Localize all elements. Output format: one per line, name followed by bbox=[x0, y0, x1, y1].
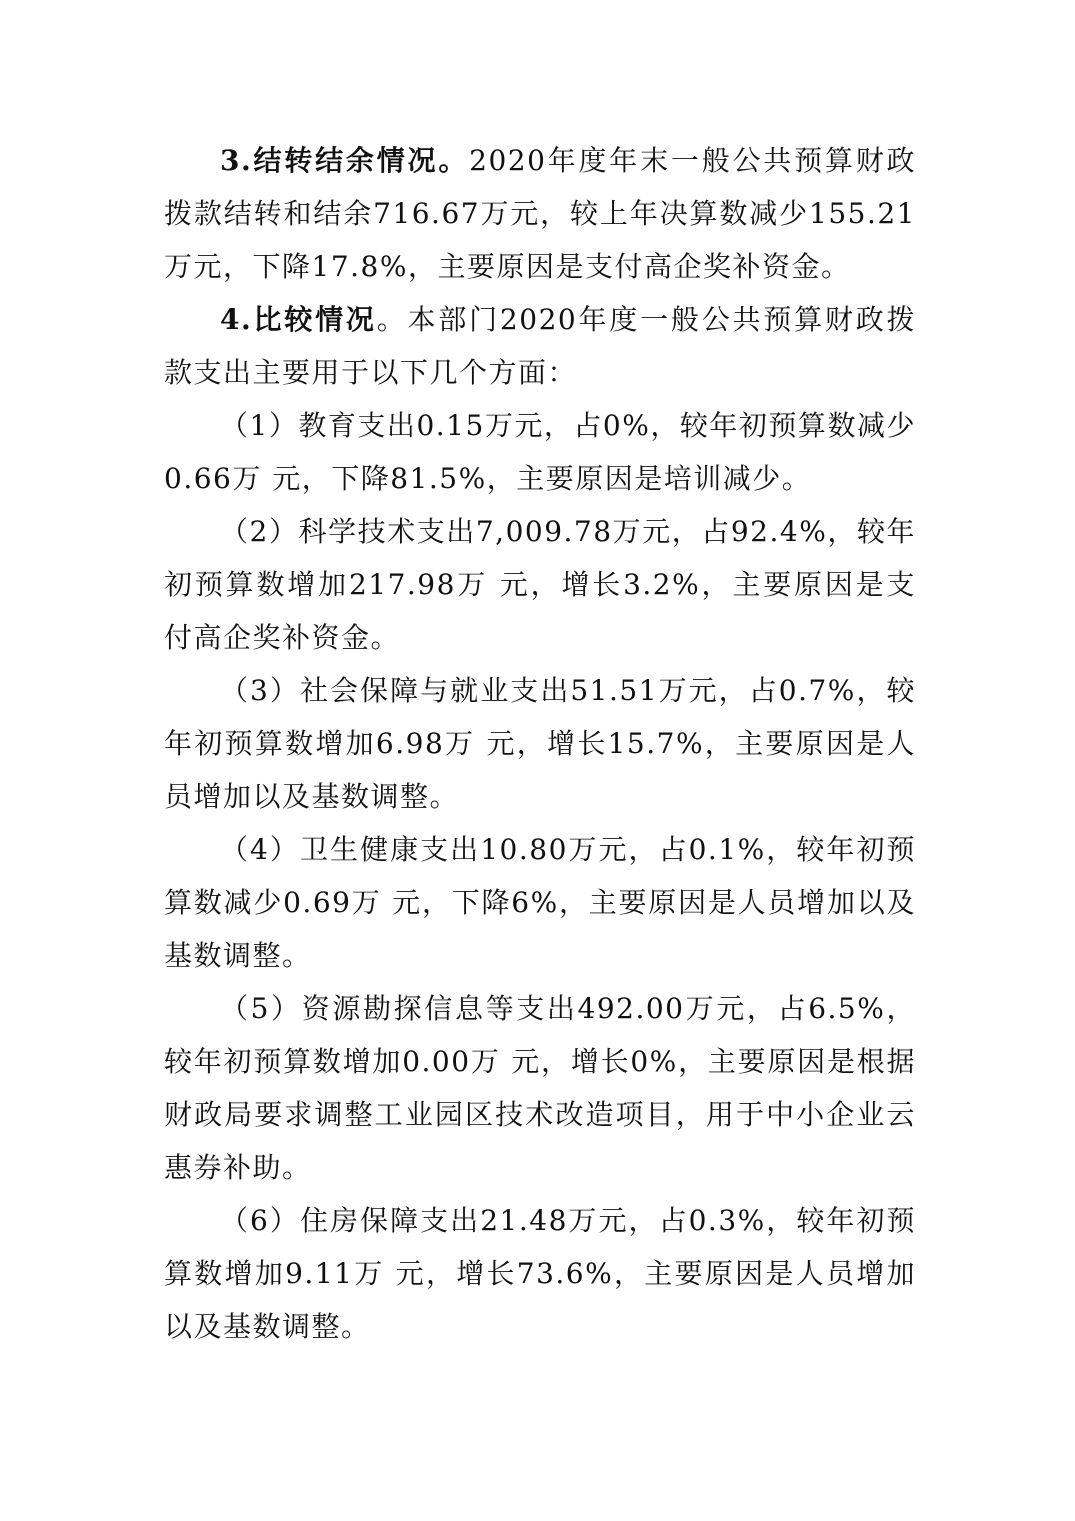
document-body bbox=[164, 134, 916, 1353]
section-body-comparison: 。本部门2020年度一般公共预算财政拨款支出主要用于以下几个方面： bbox=[164, 303, 916, 389]
list-item-health: （4）卫生健康支出10.80万元，占0.1%，较年初预算数减少0.69万 元，下降6%，主要原因是人员增加以及基数调整。 bbox=[164, 833, 916, 972]
list-item-resource-exploration: （5）资源勘探信息等支出492.00万元，占6.5%，较年初预算数增加0.00万 元，增长0%，主要原因是根据财政局要求调整工业园区技术改造项目，用于中小企业云惠券补助。 bbox=[164, 992, 916, 1184]
list-item-housing: （6）住房保障支出21.48万元，占0.3%，较年初预算数增加9.11万 元，增长73.6%，主要原因是人员增加以及基数调整。 bbox=[164, 1204, 916, 1343]
paragraph-comparison bbox=[164, 293, 916, 399]
list-item-education: （1）教育支出0.15万元，占0%，较年初预算数减少0.66万 元，下降81.5%，主要原因是培训减少。 bbox=[164, 409, 916, 495]
section-heading-carryover: 3.结转结余情况。 bbox=[220, 144, 470, 177]
paragraph-carryover-balance bbox=[164, 134, 916, 293]
list-item-social-security: （3）社会保障与就业支出51.51万元，占0.7%，较年初预算数增加6.98万 元，增长15.7%，主要原因是人员增加以及基数调整。 bbox=[164, 674, 916, 813]
section-body-carryover: 2020年度年末一般公共预算财政拨款结转和结余716.67万元，较上年决算数减少155.21万元，下降17.8%，主要原因是支付高企奖补资金。 bbox=[164, 144, 916, 283]
list-item-science-technology: （2）科学技术支出7,009.78万元，占92.4%，较年初预算数增加217.98万 元，增长3.2%，主要原因是支付高企奖补资金。 bbox=[164, 515, 916, 654]
section-heading-comparison: 4.比较情况 bbox=[220, 303, 377, 336]
